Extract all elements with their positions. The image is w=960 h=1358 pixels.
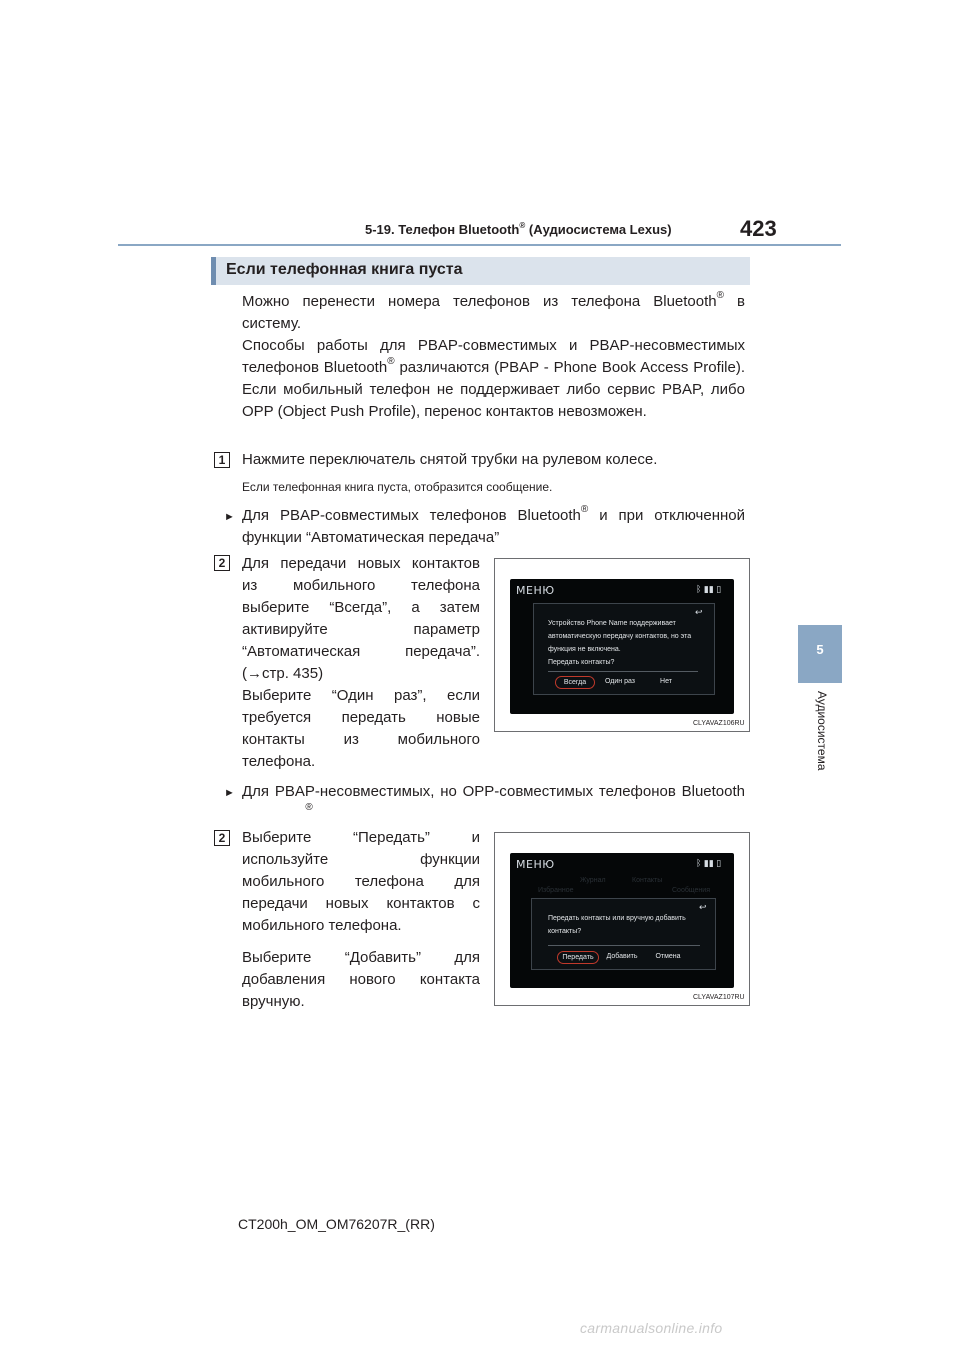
add-button[interactable]: Добавить xyxy=(606,953,638,960)
step-number-2b: 2 xyxy=(214,830,230,846)
dialog-message: Устройство Phone Name поддерживает автоматическую передачу контактов, но эта функция не включена. Передать контакты? xyxy=(548,620,692,666)
ghost-tab-messages: Сообщения xyxy=(672,887,710,894)
image-code: CLYAVAZ107RU xyxy=(693,994,745,1001)
bullet-arrow-icon: ► xyxy=(224,511,235,523)
case-b-title-end: ® xyxy=(305,802,313,813)
step-number-1: 1 xyxy=(214,452,230,468)
display-screen xyxy=(510,579,734,714)
chapter-label: Аудиосистема xyxy=(815,691,829,771)
screenshot-transfer-or-add-dialog xyxy=(494,832,750,1006)
no-button[interactable]: Нет xyxy=(660,678,672,685)
step-1-note: Если телефонная книга пуста, отобразится сообщение. xyxy=(242,480,553,494)
dialog-box xyxy=(533,603,715,695)
document-code: CT200h_OM_OM76207R_(RR) xyxy=(238,1216,435,1232)
step-1-text: Нажмите переключатель снятой трубки на рулевом колесе. xyxy=(242,451,658,468)
ghost-tab-contacts: Контакты xyxy=(632,877,663,884)
watermark: carmanualsonline.info xyxy=(580,1320,723,1336)
bullet-arrow-icon: ► xyxy=(224,787,235,799)
ghost-tab-favorites: Избранное xyxy=(538,887,574,894)
case-b-title: Для PBAP-несовместимых, но OPP-совместимых телефонов Bluetooth xyxy=(242,783,745,800)
back-icon[interactable]: ↩ xyxy=(699,902,707,912)
intro-paragraph: Можно перенести номера телефонов из телефона Bluetooth® в систему. Способы работы для PBAP-совместимых и PBAP-несовместимых телефонов Bluetooth® различаются (PBAP - Phone Book Access Profile). Если мобильный телефон не поддерживает либо сервис PBAP, либо OPP (Object Push Profile), перенос контактов невозможен. xyxy=(242,290,745,420)
always-button[interactable]: Всегда xyxy=(555,676,595,689)
display-screen xyxy=(510,853,734,988)
dialog-box xyxy=(531,898,716,970)
case-a-step-text: Для передачи новых контактов из мобильного телефона выберите “Всегда”, а затем активируйте параметр “Автоматическая передача”. (→стр. 435) Выберите “Один раз”, если требуется передать новые контакты из мобильного телефона. xyxy=(242,555,480,770)
running-header: 5-19. Телефон Bluetooth® (Аудиосистема Lexus) xyxy=(365,221,672,237)
bluetooth-signal-battery-icon: ᛒ ▮▮ ▯ xyxy=(696,584,722,594)
page-number: 423 xyxy=(740,216,777,241)
dialog-divider xyxy=(548,671,698,672)
back-icon[interactable]: ↩ xyxy=(695,607,703,617)
screenshot-auto-transfer-dialog xyxy=(494,558,750,732)
header-rule xyxy=(118,244,841,246)
image-code: CLYAVAZ106RU xyxy=(693,720,745,727)
chapter-tab: 5 xyxy=(798,625,842,683)
bluetooth-signal-battery-icon: ᛒ ▮▮ ▯ xyxy=(696,858,722,868)
menu-label: МЕНЮ xyxy=(516,584,555,597)
case-b-step-text: Выберите “Передать” и используйте функции мобильного телефона для передачи новых контактов с мобильного телефона. Выберите “Добавить” для добавления нового контакта вручную. xyxy=(242,829,480,1010)
ghost-tab-journal: Журнал xyxy=(580,877,606,884)
section-heading: Если телефонная книга пуста xyxy=(211,257,750,285)
case-a-title: Для PBAP-совместимых телефонов Bluetooth® и при отключенной функции “Автоматическая передача” xyxy=(242,504,745,546)
dialog-message: Передать контакты или вручную добавить контакты? xyxy=(548,915,686,935)
transfer-button[interactable]: Передать xyxy=(557,951,599,964)
dialog-divider xyxy=(548,945,700,946)
step-number-2a: 2 xyxy=(214,555,230,571)
once-button[interactable]: Один раз xyxy=(604,678,635,685)
cancel-button[interactable]: Отмена xyxy=(655,953,681,960)
menu-label: МЕНЮ xyxy=(516,858,555,871)
